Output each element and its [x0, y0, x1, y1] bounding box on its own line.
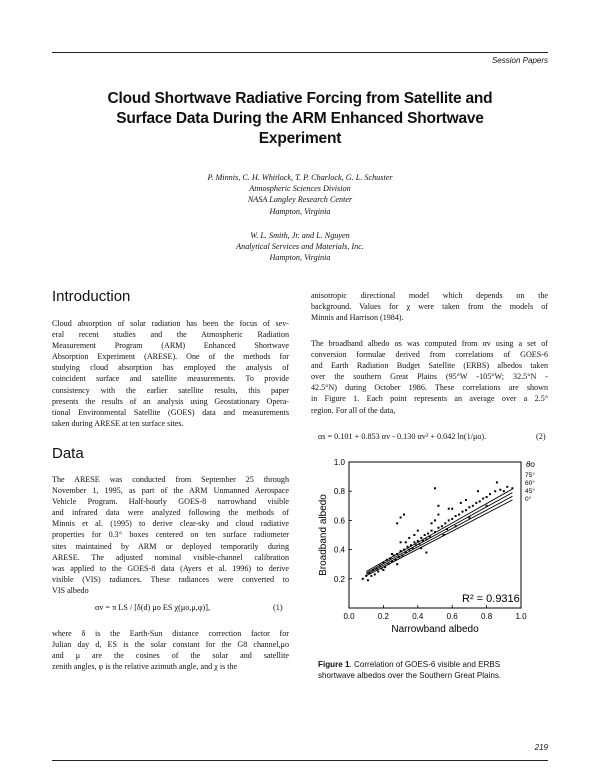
- equation-2-number: (2): [536, 432, 546, 441]
- data-point: [465, 499, 467, 501]
- authors-block-2: [100, 230, 500, 264]
- data-point: [396, 563, 398, 565]
- right-column-text-mid-line: over the southern Great Plains (95°W -105°W; 32.5°N -: [311, 372, 548, 382]
- data-point: [499, 489, 501, 491]
- data-point: [506, 486, 508, 488]
- data-heading: Data: [52, 445, 84, 462]
- right-column-text-mid-line: and Earth Radiation Budget Satellite (ERBS) albedos taken: [311, 361, 548, 371]
- data-point: [437, 527, 439, 529]
- data-text-continued: [52, 628, 289, 672]
- data-point: [434, 519, 436, 521]
- right-column-text-top: [311, 290, 548, 323]
- y-tick-label: 0.6: [333, 516, 345, 526]
- data-text-line: sites maintained by ARM or deployed temporarily during: [52, 541, 289, 551]
- data-point: [370, 575, 372, 577]
- data-point: [400, 541, 402, 543]
- data-point: [413, 534, 415, 536]
- y-tick-label: 0.4: [333, 545, 345, 555]
- data-point: [405, 541, 407, 543]
- data-point: [489, 493, 491, 495]
- data-point: [479, 500, 481, 502]
- data-point: [431, 522, 433, 524]
- data-point: [448, 508, 450, 510]
- figure-label: Figure 1: [318, 660, 350, 669]
- equation-2: αs = 0.101 + 0.853 αv - 0.130 αv² + 0.042 ln(1/μo).: [318, 432, 487, 441]
- right-column-text-mid: [311, 338, 548, 416]
- data-text-line: was applied to the GOES-8 data (Ayers et al. 1996) to derive: [52, 563, 289, 573]
- affiliation-location-2: Hampton, Virginia: [269, 253, 331, 263]
- data-point: [468, 506, 470, 508]
- legend-title: θo: [526, 460, 535, 469]
- right-column-text-top-line: Minnis and Harrison (1984).: [311, 313, 404, 323]
- data-point: [472, 505, 474, 507]
- data-point: [391, 553, 393, 555]
- figure-1-scatter-chart: [314, 455, 548, 635]
- data-point: [403, 514, 405, 516]
- data-point: [494, 490, 496, 492]
- data-point: [400, 516, 402, 518]
- data-text-line: ARESE. The adjusted nominal visible-channel calibration: [52, 552, 289, 562]
- author-names-2: W. L. Smith, Jr. and L. Nguyen: [250, 231, 350, 240]
- data-point: [374, 573, 376, 575]
- data-point: [460, 502, 462, 504]
- title-line-1: Cloud Shortwave Radiative Forcing from Satellite and: [107, 90, 493, 107]
- y-tick-label: 1.0: [333, 458, 345, 467]
- caption-text-1: . Correlation of GOES-6 visible and ERBS: [349, 660, 501, 669]
- data-point: [441, 525, 443, 527]
- title-line-2: Surface Data During the ARM Enhanced Shortwave: [116, 110, 484, 127]
- right-column-text-mid-line: in Figure 1. Each point represents an average over a 2.5°: [311, 394, 548, 404]
- data-point: [434, 487, 436, 489]
- x-tick-label: 0.8: [481, 612, 493, 621]
- data-point: [382, 569, 384, 571]
- data-point: [396, 522, 398, 524]
- introduction-text-line: tional Environmental Satellite (GOES) data and measurements: [52, 407, 289, 417]
- data-text-line: The ARESE was conducted from September 25 through: [52, 475, 289, 484]
- right-column-text-top-line: anisotropic directional model which depends on the: [311, 291, 548, 300]
- x-tick-label: 1.0: [515, 612, 527, 621]
- y-tick-label: 0.8: [333, 487, 345, 497]
- introduction-text-line: presents the results of an analysis using Geostationary Opera-: [52, 396, 289, 406]
- data-point: [496, 481, 498, 483]
- introduction-text-line: Cloud absorption of solar radiation has been the focus of sev-: [52, 319, 289, 328]
- introduction-text-line: consistency with the earlier satellite results, this paper: [52, 385, 289, 395]
- introduction-text-line: Absorption Experiment (ARESE). One of the methods for: [52, 352, 289, 362]
- data-point: [462, 511, 464, 513]
- data-point: [437, 505, 439, 507]
- data-point: [420, 537, 422, 539]
- data-point: [503, 490, 505, 492]
- data-text-line: Vehicle Program. Half-hourly GOES-8 narrowband visible: [52, 497, 289, 507]
- data-text-line: VIS albedo: [52, 585, 89, 595]
- y-tick-label: 0.2: [333, 574, 345, 584]
- authors-block-1: [100, 172, 500, 217]
- introduction-text-line: Measurement Program (ARM) Enhanced Shortwave: [52, 341, 289, 351]
- data-text-line: properties for 0.3° boxes centered on ten surface radiometer: [52, 530, 289, 540]
- x-tick-label: 0.0: [343, 612, 355, 621]
- data-point: [377, 571, 379, 573]
- data-point: [424, 534, 426, 536]
- footer-rule: [52, 760, 548, 761]
- data-text-continued-line: Julian day d, ES is the solar constant for the G8 channel,μo: [52, 640, 289, 650]
- legend-entry: 75°: [525, 472, 535, 479]
- data-text-line: visible (VIS) radiances. These radiances were converted to: [52, 574, 289, 584]
- introduction-text-line: taken during ARESE at ten surface sites.: [52, 418, 184, 428]
- data-point: [417, 530, 419, 532]
- x-axis-label: Narrowband albedo: [391, 624, 479, 635]
- right-column-text-mid-line: The broadband albedo αs was computed from αv using a set of: [311, 339, 548, 348]
- data-point: [458, 514, 460, 516]
- y-axis-label: Broadband albedo: [318, 494, 329, 576]
- fit-line-60deg: [366, 493, 512, 573]
- introduction-text: [52, 318, 289, 429]
- r-squared-annotation: R² = 0.9316: [462, 593, 520, 605]
- data-point: [448, 519, 450, 521]
- paper-title: [60, 89, 540, 149]
- x-tick-label: 0.2: [377, 612, 389, 621]
- data-point: [475, 502, 477, 504]
- introduction-text-line: studying cloud absorption has employed the analysis of: [52, 363, 289, 373]
- data-point: [455, 515, 457, 517]
- data-text-line: and infrared data were analyzed following the methods of: [52, 508, 289, 518]
- figure-1-caption: [318, 659, 550, 681]
- data-point: [486, 496, 488, 498]
- data-point: [425, 552, 427, 554]
- data-text-continued-line: where δ is the Earth-Sun distance correction factor for: [52, 629, 289, 638]
- affiliation-center: NASA Langley Research Center: [247, 195, 353, 205]
- affiliation-company: Analytical Services and Materials, Inc.: [236, 242, 364, 252]
- data-point: [427, 533, 429, 535]
- fit-line-45deg: [366, 496, 512, 574]
- data-point: [437, 514, 439, 516]
- fit-line-0deg: [366, 500, 512, 576]
- data-text: [52, 474, 289, 596]
- affiliation-division: Atmospheric Sciences Division: [249, 184, 351, 194]
- section-label: Session Papers: [491, 56, 548, 65]
- data-point: [431, 530, 433, 532]
- data-point: [482, 498, 484, 500]
- title-line-3: Experiment: [258, 130, 342, 147]
- data-point: [408, 537, 410, 539]
- right-column-text-mid-line: conversion formulae derived from correlations of GOES-6: [311, 350, 548, 360]
- page-number: 219: [534, 743, 548, 752]
- data-text-continued-line: zenith angles, φ is the relative azimuth angle, and χ is the: [52, 662, 238, 672]
- data-point: [451, 518, 453, 520]
- introduction-text-line: eral recent studies and the Atmospheric Radiation: [52, 330, 289, 340]
- right-column-text-mid-line: 42.5°N) during October 1986. These correlations are shown: [311, 383, 548, 393]
- right-column-text-mid-line: region. For all of the data,: [311, 405, 396, 415]
- legend-entry: 45°: [525, 488, 535, 495]
- data-point: [451, 508, 453, 510]
- fit-line-75deg: [366, 489, 512, 571]
- introduction-heading: Introduction: [52, 288, 131, 305]
- data-text-line: Minnis et al. (1995) to derive clear-sky and cloud radiative: [52, 519, 289, 529]
- affiliation-location-1: Hampton, Virginia: [269, 206, 331, 216]
- data-point: [367, 579, 369, 581]
- data-point: [477, 490, 479, 492]
- equation-1-number: (1): [273, 603, 283, 612]
- data-text-continued-line: and μ are the cosines of the solar and satellite: [52, 651, 289, 661]
- introduction-text-line: coincident surface and satellite measurements. To provide: [52, 374, 289, 384]
- equation-1: αv = π LS / [δ(d) μo ES χ(μo,μ,φ)],: [95, 603, 211, 612]
- caption-text-2: shortwave albedos over the Southern Great Plains.: [318, 671, 502, 680]
- right-column-text-top-line: background. Values for χ were taken from the models of: [311, 302, 548, 312]
- legend-entry: 60°: [525, 480, 535, 487]
- data-text-line: November 1, 1995, as part of the ARM Unmanned Aerospace: [52, 486, 289, 496]
- x-tick-label: 0.6: [446, 612, 458, 621]
- data-point: [413, 541, 415, 543]
- header-rule: [52, 52, 548, 53]
- data-point: [465, 509, 467, 511]
- x-tick-label: 0.4: [412, 612, 424, 621]
- data-point: [444, 522, 446, 524]
- author-names-1: P. Minnis, C. H. Whitlock, T. P. Charlock, G. L. Schuster: [207, 173, 393, 182]
- data-point: [362, 578, 364, 580]
- legend-entry: 0°: [525, 496, 532, 503]
